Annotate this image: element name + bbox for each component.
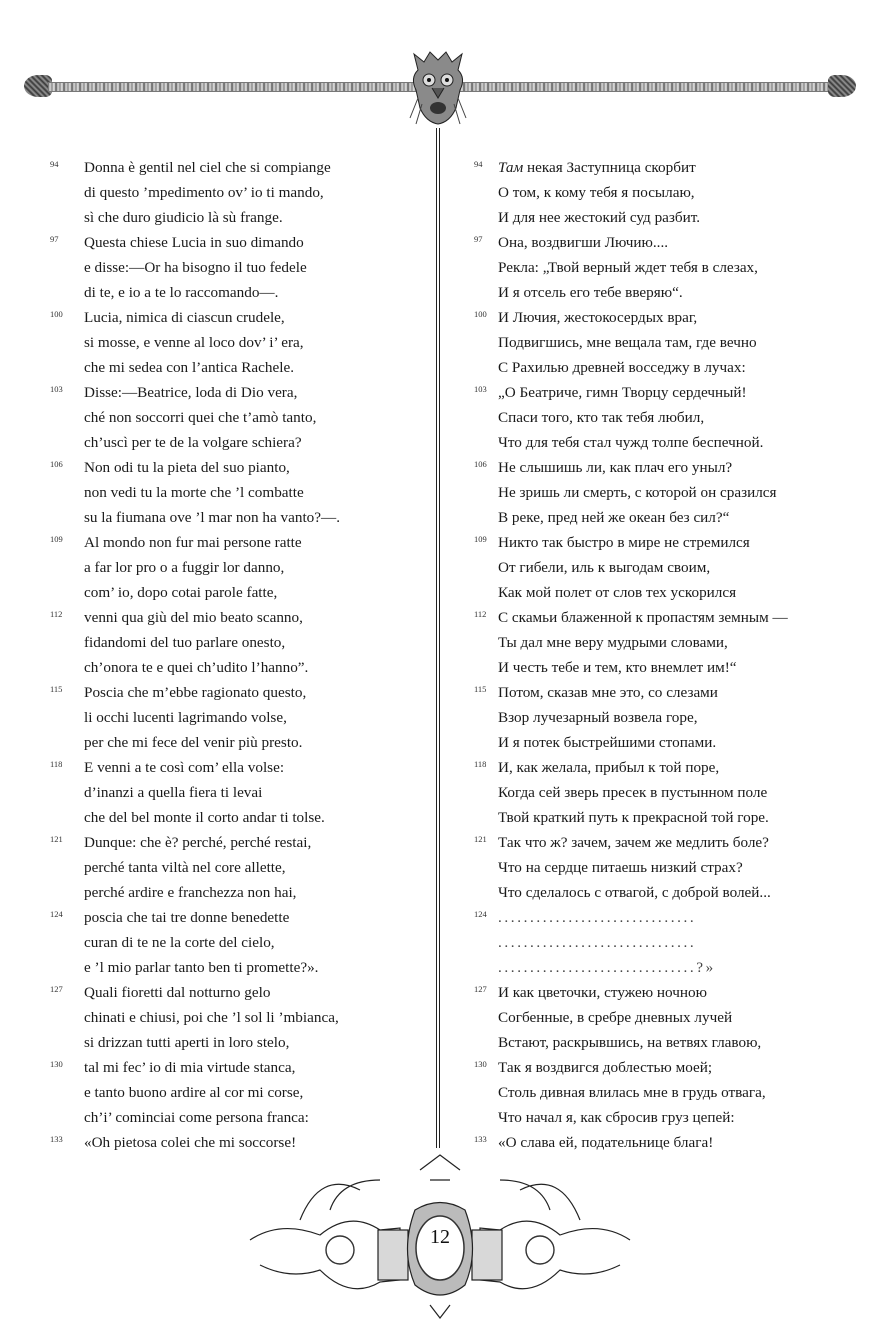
tercet bbox=[50, 905, 450, 980]
verse-number: 130 bbox=[474, 1059, 487, 1069]
verse-line: E venni a te così com’ ella volse: bbox=[84, 759, 285, 776]
verse-number: 103 bbox=[50, 384, 63, 394]
verse-number: 100 bbox=[50, 309, 63, 319]
verse-line: „О Беатриче, гимн Творцу сердечный! bbox=[498, 384, 747, 401]
verse-number: 127 bbox=[474, 984, 487, 994]
verse-line: Non odi tu la pieta del suo pianto, bbox=[84, 459, 290, 476]
verse-line: И я потек быстрейшими стопами. bbox=[498, 734, 717, 751]
verse-line: «Oh pietosa colei che mi soccorse! bbox=[84, 1134, 297, 1151]
verse-line: Poscia che m’ebbe ragionato questo, bbox=[84, 684, 307, 701]
tercet bbox=[468, 530, 868, 605]
verse-line: Questa chiese Lucia in suo dimando bbox=[84, 234, 304, 251]
verse-line: Al mondo non fur mai persone ratte bbox=[84, 534, 302, 551]
tercet bbox=[50, 305, 450, 380]
verse-line: С скамьи блаженной к пропастям земным — bbox=[498, 609, 788, 626]
verse-line: si drizzan tutti aperti in loro stelo, bbox=[84, 1034, 290, 1051]
verse-line: Dunque: che è? perché, perché restai, bbox=[84, 834, 312, 851]
verse-line: ché non soccorri quei che t’amò tanto, bbox=[84, 409, 317, 426]
verse-line: Не зришь ли смерть, с которой он сразился bbox=[498, 484, 777, 501]
verse-line: ch’onora te e quei ch’udito l’hanno”. bbox=[84, 659, 309, 676]
verse-number: 127 bbox=[50, 984, 63, 994]
verse-line: «О слава ей, подательнице блага! bbox=[498, 1134, 714, 1151]
verse-line: per che mi fece del venir più presto. bbox=[84, 734, 303, 751]
verse-number: 118 bbox=[474, 759, 487, 769]
verse-line: di questo ’mpedimento ov’ io ti mando, bbox=[84, 184, 324, 201]
tercet bbox=[468, 230, 868, 305]
verse-line: Спаси того, кто так тебя любил, bbox=[498, 409, 705, 426]
verse-number: 103 bbox=[474, 384, 487, 394]
verse-line: От гибели, иль к выгодам своим, bbox=[498, 559, 711, 576]
tercet bbox=[468, 680, 868, 755]
verse-number: 94 bbox=[474, 159, 483, 169]
verse-line: venni qua giù del mio beato scanno, bbox=[84, 609, 303, 626]
verse-number: 97 bbox=[50, 234, 59, 244]
verse-line: О том, к кому тебя я посылаю, bbox=[498, 184, 695, 201]
verse-line: chinati e chiusi, poi che ’l sol li ’mbianca, bbox=[84, 1009, 339, 1026]
verse-number: 109 bbox=[474, 534, 487, 544]
verse-line: Что начал я, как сбросив груз цепей: bbox=[498, 1109, 735, 1126]
verse-line: ............................... bbox=[498, 934, 697, 951]
verse-number: 121 bbox=[474, 834, 487, 844]
verse-line: Так что ж? зачем, зачем же медлить боле? bbox=[498, 834, 769, 851]
tercet bbox=[50, 380, 450, 455]
pinecone-finial-right-icon bbox=[828, 75, 856, 97]
verse-line: Когда сей зверь пресек в пустынном поле bbox=[498, 784, 768, 801]
verse-line: Подвигшись, мне вещала там, где вечно bbox=[498, 334, 757, 351]
tercet bbox=[468, 755, 868, 830]
verse-number: 100 bbox=[474, 309, 487, 319]
verse-line: Что на сердце питаешь низкий страх? bbox=[498, 859, 743, 876]
verse-line bbox=[468, 155, 868, 180]
verse-number: 133 bbox=[474, 1134, 487, 1144]
tercet bbox=[50, 755, 450, 830]
verse-number: 115 bbox=[474, 684, 487, 694]
verse-line: su la fiumana ove ’l mar non ha vanto?—. bbox=[84, 509, 340, 526]
verse-line: Donna è gentil nel ciel che si compiange bbox=[84, 159, 331, 176]
verse-line: Столь дивная влилась мне в грудь отвага, bbox=[498, 1084, 766, 1101]
verse-number: 112 bbox=[50, 609, 63, 619]
verse-line: e ’l mio parlar tanto ben ti promette?». bbox=[84, 959, 319, 976]
verse-line: Что для тебя стал чужд толпе беспечной. bbox=[498, 434, 764, 451]
verse-line: li occhi lucenti lagrimando volse, bbox=[84, 709, 287, 726]
verse-line: Так я воздвигся доблестью моей; bbox=[498, 1059, 713, 1076]
verse-line: Disse:—Beatrice, loda di Dio vera, bbox=[84, 384, 298, 401]
verse-number: 109 bbox=[50, 534, 63, 544]
tercet bbox=[468, 980, 868, 1055]
verse-line: В реке, пред ней же океан без сил?“ bbox=[498, 509, 730, 526]
tercet bbox=[468, 380, 868, 455]
verse-number: 106 bbox=[50, 459, 63, 469]
verse-line: Рекла: „Твой верный ждет тебя в слезах, bbox=[498, 259, 758, 276]
tercet bbox=[50, 530, 450, 605]
verse-line: С Рахилью древней восседжу в лучах: bbox=[498, 359, 746, 376]
verse-line: И Лючия, жестокосердых враг, bbox=[498, 309, 698, 326]
verse-line: sì che duro giudicio là sù frange. bbox=[84, 209, 283, 226]
verse-line: Как мой полет от слов тех ускорился bbox=[498, 584, 737, 601]
verse-line: non vedi tu la morte che ’l combatte bbox=[84, 484, 304, 501]
tercet bbox=[468, 155, 868, 230]
verse-line: e tanto buono ardire al cor mi corse, bbox=[84, 1084, 304, 1101]
verse-line: Встают, раскрывшись, на ветвях главою, bbox=[498, 1034, 762, 1051]
verse-number: 124 bbox=[474, 909, 487, 919]
tercet bbox=[50, 605, 450, 680]
verse-number: 106 bbox=[474, 459, 487, 469]
italian-text-column bbox=[50, 155, 450, 1155]
verse-number: 112 bbox=[474, 609, 487, 619]
tercet bbox=[50, 680, 450, 755]
verse-line: Твой краткий путь к прекрасной той горе. bbox=[498, 809, 769, 826]
tercet bbox=[50, 455, 450, 530]
verse-line: Взор лучезарный возвела горе, bbox=[498, 709, 698, 726]
verse-line: a far lor pro o a fuggir lor danno, bbox=[84, 559, 285, 576]
tercet bbox=[50, 830, 450, 905]
verse-line: tal mi fec’ io di mia virtude stanca, bbox=[84, 1059, 296, 1076]
verse-number: 130 bbox=[50, 1059, 63, 1069]
tercet bbox=[468, 605, 868, 680]
verse-line: ...............................?» bbox=[498, 959, 716, 976]
verse-line: Lucia, nimica di ciascun crudele, bbox=[84, 309, 285, 326]
verse-number: 97 bbox=[474, 234, 483, 244]
grotesque-mask-icon bbox=[406, 48, 470, 128]
tercet bbox=[50, 980, 450, 1055]
verse-line: Что сделалось с отвагой, с доброй волей... bbox=[498, 884, 771, 901]
verse-line: Никто так быстро в мире не стремился bbox=[498, 534, 750, 551]
verse-line: Не слышишь ли, как плач его уныл? bbox=[498, 459, 733, 476]
verse-line: Ты дал мне веру мудрыми словами, bbox=[498, 634, 728, 651]
verse-line: curan di te ne la corte del cielo, bbox=[84, 934, 275, 951]
russian-text-column bbox=[468, 155, 868, 1155]
verse-number: 94 bbox=[50, 159, 59, 169]
verse-line: di te, e io a te lo raccomando—. bbox=[84, 284, 279, 301]
verse-line: И для нее жестокий суд разбит. bbox=[498, 209, 701, 226]
verse-line: И честь тебе и тем, кто внемлет им!“ bbox=[498, 659, 737, 676]
verse-line: ............................... bbox=[498, 909, 697, 926]
verse-line-text: некая Заступница скорбит bbox=[523, 159, 696, 176]
verse-line: perché ardire e franchezza non hai, bbox=[84, 884, 297, 901]
verse-number: 121 bbox=[50, 834, 63, 844]
verse-number: 118 bbox=[50, 759, 63, 769]
tercet bbox=[468, 305, 868, 380]
verse-line: Согбенные, в сребре дневных лучей bbox=[498, 1009, 733, 1026]
verse-line: ch’uscì per te de la volgare schiera? bbox=[84, 434, 302, 451]
verse-line: com’ io, dopo cotai parole fatte, bbox=[84, 584, 278, 601]
page-number: 12 bbox=[430, 1226, 450, 1248]
verse-line: Она, воздвигши Лючию.... bbox=[498, 234, 669, 251]
verse-line: che del bel monte il corto andar ti tolse. bbox=[84, 809, 325, 826]
verse-line: fidandomi del tuo parlare onesto, bbox=[84, 634, 286, 651]
verse-line: И я отсель его тебе вверяю“. bbox=[498, 284, 683, 301]
verse-line: Потом, сказав мне это, со слезами bbox=[498, 684, 718, 701]
verse-line: perché tanta viltà nel core allette, bbox=[84, 859, 286, 876]
tercet bbox=[50, 155, 450, 230]
verse-number: 133 bbox=[50, 1134, 63, 1144]
verse-line: Quali fioretti dal notturno gelo bbox=[84, 984, 271, 1001]
verse-line: И как цветочки, стужею ночною bbox=[498, 984, 707, 1001]
tercet bbox=[468, 455, 868, 530]
verse-number: 115 bbox=[50, 684, 63, 694]
verse-line: poscia che tai tre donne benedette bbox=[84, 909, 290, 926]
tercet bbox=[468, 905, 868, 980]
tercet bbox=[468, 830, 868, 905]
verse-line: si mosse, e venne al loco dov’ i’ era, bbox=[84, 334, 304, 351]
verse-line: che mi sedea con l’antica Rachele. bbox=[84, 359, 294, 376]
tercet bbox=[468, 1055, 868, 1130]
verse-line: e disse:—Or ha bisogno il tuo fedele bbox=[84, 259, 307, 276]
verse-number: 124 bbox=[50, 909, 63, 919]
italic-word: Там bbox=[498, 159, 524, 176]
tercet bbox=[50, 230, 450, 305]
verse-line: d’inanzi a quella fiera ti levai bbox=[84, 784, 263, 801]
verse-line: И, как желала, прибыл к той поре, bbox=[498, 759, 720, 776]
tercet bbox=[50, 1055, 450, 1130]
verse-line: ch’i’ cominciai come persona franca: bbox=[84, 1109, 309, 1126]
